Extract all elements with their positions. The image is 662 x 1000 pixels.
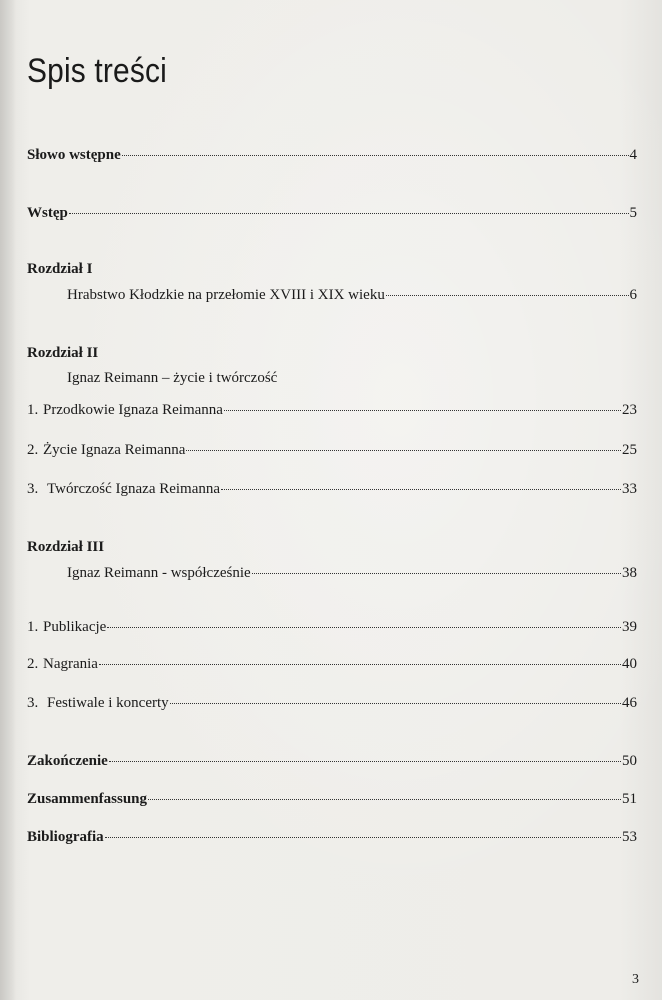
toc-entry-page: 6 [629,287,637,303]
item-number: 3. [27,481,39,497]
toc-entry-page: 38 [622,565,637,581]
item-number: 3. [27,695,39,711]
toc-entry-page: 50 [622,753,637,769]
toc-entry-label: Słowo wstępne [27,147,121,163]
dot-leader [170,703,621,704]
item-number: 1. [27,619,39,635]
dot-leader [252,573,621,574]
toc-entry-page: 25 [622,442,637,458]
dot-leader [224,410,621,411]
toc-entry-label: Przodkowie Ignaza Reimanna [43,402,223,418]
toc-entry-chapter-2-item-1[interactable] [27,401,637,419]
toc-entry-page: 5 [629,205,637,221]
toc-entry-label: Ignaz Reimann - współcześnie [67,565,251,581]
toc-entry-page: 40 [622,656,637,672]
toc-entry-label: Wstęp [27,205,68,221]
dot-leader [99,664,621,665]
toc-entry-label: Hrabstwo Kłodzkie na przełomie XVIII i XIX wieku [67,287,385,303]
chapter-2-heading: Rozdział II [27,345,99,361]
page-number: 3 [632,972,639,987]
toc-entry-page: 23 [622,402,637,418]
chapter-2-subtitle: Ignaz Reimann – życie i twórczość [67,370,278,386]
dot-leader [186,450,621,451]
toc-entry-label: Nagrania [43,656,98,672]
toc-entry-bibliografia[interactable] [27,828,637,846]
toc-entry-chapter-3-item-2[interactable] [27,655,637,673]
toc-entry-chapter-3[interactable] [67,564,637,582]
dot-leader [105,837,621,838]
toc-entry-label: Twórczość Ignaza Reimanna [47,481,221,497]
dot-leader [69,213,629,214]
toc-entry-page: 53 [622,829,637,845]
toc-entry-slowo-wstepne[interactable] [27,146,637,164]
dot-leader [221,489,621,490]
toc-entry-chapter-3-item-3[interactable] [27,694,637,712]
chapter-1-heading: Rozdział I [27,261,93,277]
dot-leader [122,155,629,156]
toc-entry-label: Bibliografia [27,829,104,845]
toc-entry-wstep[interactable] [27,204,637,222]
item-number: 2. [27,656,39,672]
toc-entry-page: 4 [629,147,637,163]
toc-entry-chapter-2-item-2[interactable] [27,441,637,459]
dot-leader [107,627,621,628]
toc-entry-label: Publikacje [43,619,107,635]
toc-entry-label: Festiwale i koncerty [47,695,169,711]
dot-leader [148,799,621,800]
toc-entry-chapter-1[interactable] [67,286,637,304]
toc-entry-label: Zakończenie [27,753,108,769]
item-number: 1. [27,402,39,418]
toc-entry-chapter-2-item-3[interactable] [27,480,637,498]
toc-entry-page: 39 [622,619,637,635]
dot-leader [109,761,621,762]
toc-entry-zakonczenie[interactable] [27,752,637,770]
item-number: 2. [27,442,39,458]
toc-entry-chapter-3-item-1[interactable] [27,618,637,636]
page-binding-shadow [0,0,16,1000]
toc-entry-zusammenfassung[interactable] [27,790,637,808]
toc-entry-page: 51 [622,791,637,807]
toc-entry-page: 33 [622,481,637,497]
toc-entry-label: Zusammenfassung [27,791,148,807]
toc-entry-label: Życie Ignaza Reimanna [43,442,186,458]
toc-entry-page: 46 [622,695,637,711]
chapter-3-heading: Rozdział III [27,539,105,555]
dot-leader [386,295,629,296]
page-title: Spis treści [27,52,167,90]
